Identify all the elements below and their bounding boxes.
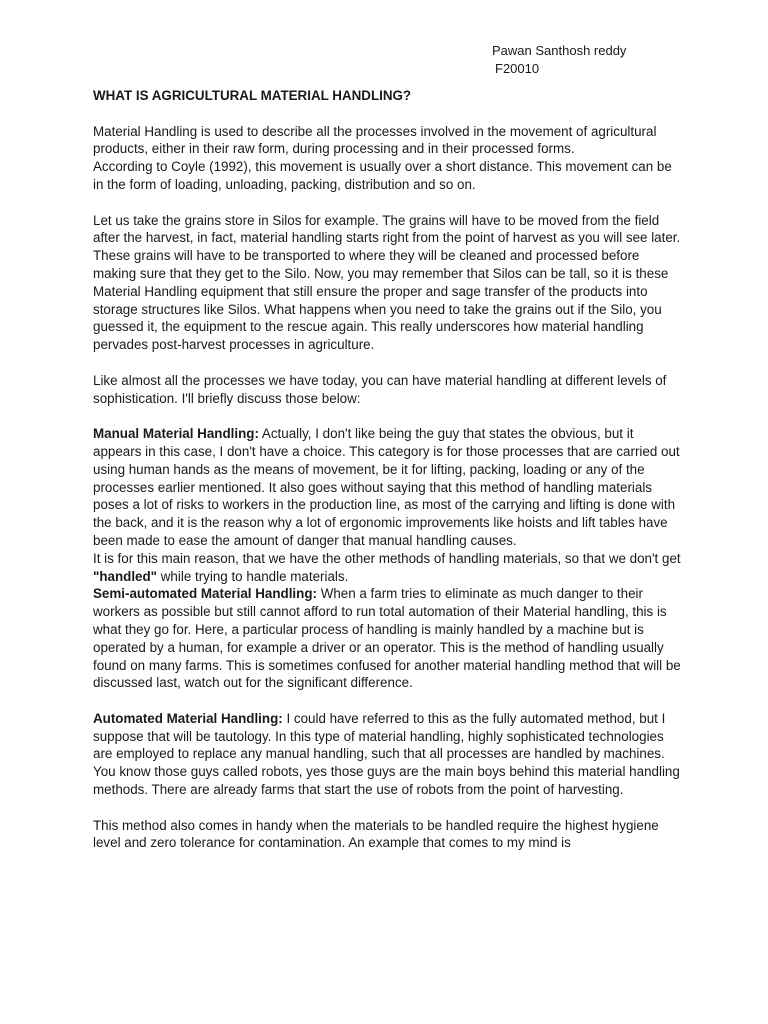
- intro-paragraph-2: According to Coyle (1992), this movement is usually over a short distance. This movement can be in the form of loading, unloading, packing, distribution and so on.: [93, 159, 672, 192]
- paragraph-gap: [93, 692, 683, 710]
- reason-paragraph: [93, 550, 683, 586]
- intro-paragraph-1: Material Handling is used to describe all the processes involved in the movement of agricultural products, either in their raw form, during processing and in their processed forms.: [93, 123, 657, 157]
- automated-text: I could have referred to this as the fully automated method, but I suppose that will be tautology. In this type of material handling, highly sophisticated technologies are employed to replace any manual handling, such that all processes are handled by machines. You know those guys called robots, yes those guys are the main boys behind this material handling methods. There are already farms that start the use of robots from the point of harvesting.: [93, 710, 680, 798]
- semi-automated-paragraph: [93, 585, 683, 692]
- levels-paragraph: Like almost all the processes we have today, you can have material handling at different levels of sophistication. I'll briefly discuss those below:: [93, 372, 667, 406]
- paragraph-gap: [93, 354, 683, 372]
- reason-text-after: while trying to handle materials.: [157, 568, 349, 584]
- author-name: Pawan Santhosh reddy: [492, 43, 627, 58]
- paragraph-gap: [93, 105, 683, 123]
- semi-automated-text: When a farm tries to eliminate as much danger to their workers as possible but still cannot afford to run total automation of their Material handling, this is what they go for. Here, a particular process of handling is mainly handled by a machine but is operated by a human, for example a driver or an operator. This is the method of handling usually found on many farms. This is sometimes confused for another material handling method that will be discussed last, watch out for the significant difference.: [93, 586, 681, 691]
- reason-text-before: It is for this main reason, that we have the other methods of handling materials, so that we don't get: [93, 550, 681, 566]
- paragraph-gap: [93, 407, 683, 425]
- paragraph-gap: [93, 194, 683, 212]
- student-id: F20010: [495, 61, 540, 76]
- paragraph-gap: [93, 799, 683, 817]
- document-title: WHAT IS AGRICULTURAL MATERIAL HANDLING?: [93, 88, 412, 103]
- author-block: [492, 42, 626, 78]
- manual-handling-heading: Manual Material Handling:: [93, 426, 259, 442]
- semi-automated-heading: Semi-automated Material Handling:: [93, 586, 317, 602]
- automated-heading: Automated Material Handling:: [93, 710, 283, 726]
- manual-handling-text: Actually, I don't like being the guy that states the obvious, but it appears in this case, I don't have a choice. This category is for those processes that are carried out using human hands as the means of movement, be it for lifting, packing, loading or any of the processes earlier mentioned. It also goes without saying that this method of handling materials poses a lot of risks to workers in the production line, as most of the carrying and lifting is done with the back, and it is the reason why a lot of ergonomic improvements like hoists and lift tables have been made to ease the amount of danger that manual handling causes.: [93, 426, 680, 548]
- manual-handling-paragraph: [93, 425, 683, 550]
- document-body: [93, 87, 683, 852]
- silo-paragraph: Let us take the grains store in Silos for example. The grains will have to be moved from the field after the harvest, in fact, material handling starts right from the point of harvest as you will see later. These grains will have to be transported to where they will be cleaned and processed before making sure that they get to the Silo. Now, you may remember that Silos can be tall, so it is these Material Handling equipment that still ensure the proper and sage transfer of the products into storage structures like Silos. What happens when you need to take the grains out if the Silo, you guessed it, the equipment to the rescue again. This really underscores how material handling pervades post-harvest processes in agriculture.: [93, 212, 681, 353]
- automated-paragraph: [93, 710, 683, 799]
- handled-emphasis: "handled": [93, 568, 158, 584]
- hygiene-paragraph: This method also comes in handy when the materials to be handled require the highest hygiene level and zero tolerance for contamination. An example that comes to my mind is: [93, 817, 659, 851]
